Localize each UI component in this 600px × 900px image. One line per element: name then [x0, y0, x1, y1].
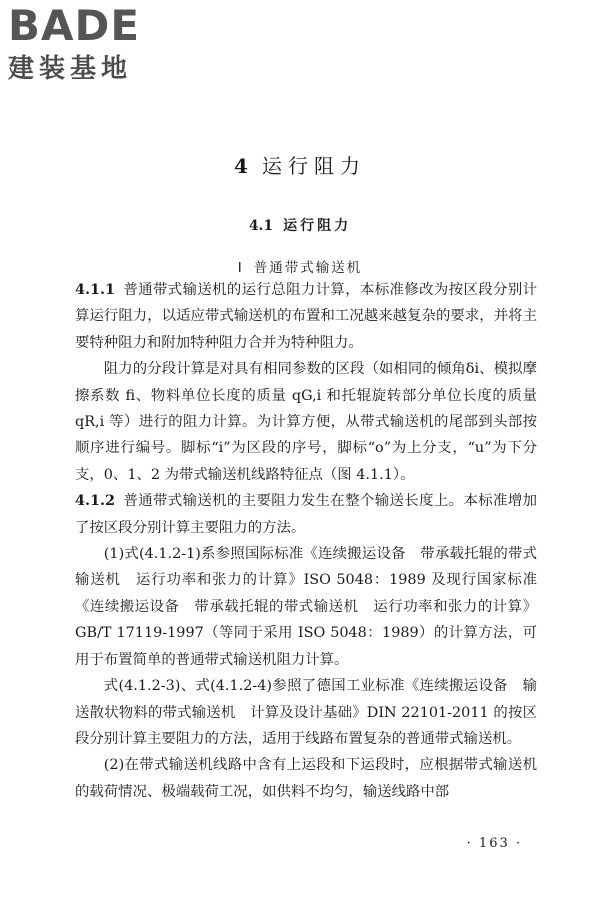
paragraph-text: 阻力的分段计算是对具有相同参数的区段（如相同的倾角δi、模拟摩擦系数 fi、物料单位长度的质量 qG,i 和托辊旋转部分单位长度的质量 qR,i 等）进行的阻力计算。为计算方便，从带式输送机的尾部到头部按顺序进行编号。脚标“i”为区段的序号，脚标“o”为上分支，“u”为下分支，0、1、2 为带式输送机线路特征点（图 4.1.1）。	[75, 361, 537, 483]
chapter-title	[0, 150, 600, 179]
paragraph	[75, 752, 537, 805]
section-number: 4.1	[248, 218, 274, 234]
page-number: · 163 ·	[466, 836, 522, 851]
paragraph-text: 普通带式输送机的主要阻力发生在整个输送长度上。本标准增加了按区段分别计算主要阻力的方法。	[75, 493, 537, 536]
paragraph-text: (2)在带式输送机线路中含有上运段和下运段时，应根据带式输送机的载荷情况、极端载荷工况，如供料不均匀，输送线路中部	[75, 757, 537, 800]
logo	[8, 1, 141, 84]
subsection-title-text: 普通带式输送机	[253, 260, 363, 276]
chapter-title-text: 运行阻力	[261, 154, 366, 178]
clause-number: 4.1.1	[75, 281, 116, 298]
paragraph	[75, 488, 537, 541]
subsection-number: Ⅰ	[237, 260, 244, 275]
paragraph-text: 普通带式输送机的运行总阻力计算，本标准修改为按区段分别计算运行阻力，以适应带式输送机的布置和工况越来越复杂的要求，并将主要特种阻力和附加特种阻力合并为特种阻力。	[75, 282, 537, 351]
logo-chinese: 建装基地	[8, 54, 133, 84]
section-heading	[0, 215, 600, 235]
paragraph-text: 式(4.1.2-3)、式(4.1.2-4)参照了德国工业标准《连续搬运设备 输送散状物料的带式输送机 计算及设计基础》DIN 22101-2011 的按区段分别计算主要阻力的方法，适用于线路布置复杂的普通带式输送机。	[75, 678, 537, 747]
logo-latin: BADE	[8, 1, 141, 50]
section-title-text: 运行阻力	[283, 218, 352, 234]
chapter-number: 4	[234, 154, 248, 178]
subsection-heading	[0, 256, 600, 276]
paragraph	[75, 673, 537, 752]
body-text	[75, 277, 537, 805]
paragraph-text: (1)式(4.1.2-1)系参照国际标准《连续搬运设备 带承载托辊的带式输送机 运行功率和张力的计算》ISO 5048：1989 及现行国家标准《连续搬运设备 带承载托辊的带式输送机 运行功率和张力的计算》GB/T 17119-1997（等同于采用 ISO 5048：1989）的计算方法，可用于布置简单的普通带式输送机阻力计算。	[75, 546, 537, 668]
paragraph	[75, 541, 537, 673]
paragraph	[75, 356, 537, 488]
paragraph	[75, 277, 537, 356]
clause-number: 4.1.2	[75, 492, 116, 510]
